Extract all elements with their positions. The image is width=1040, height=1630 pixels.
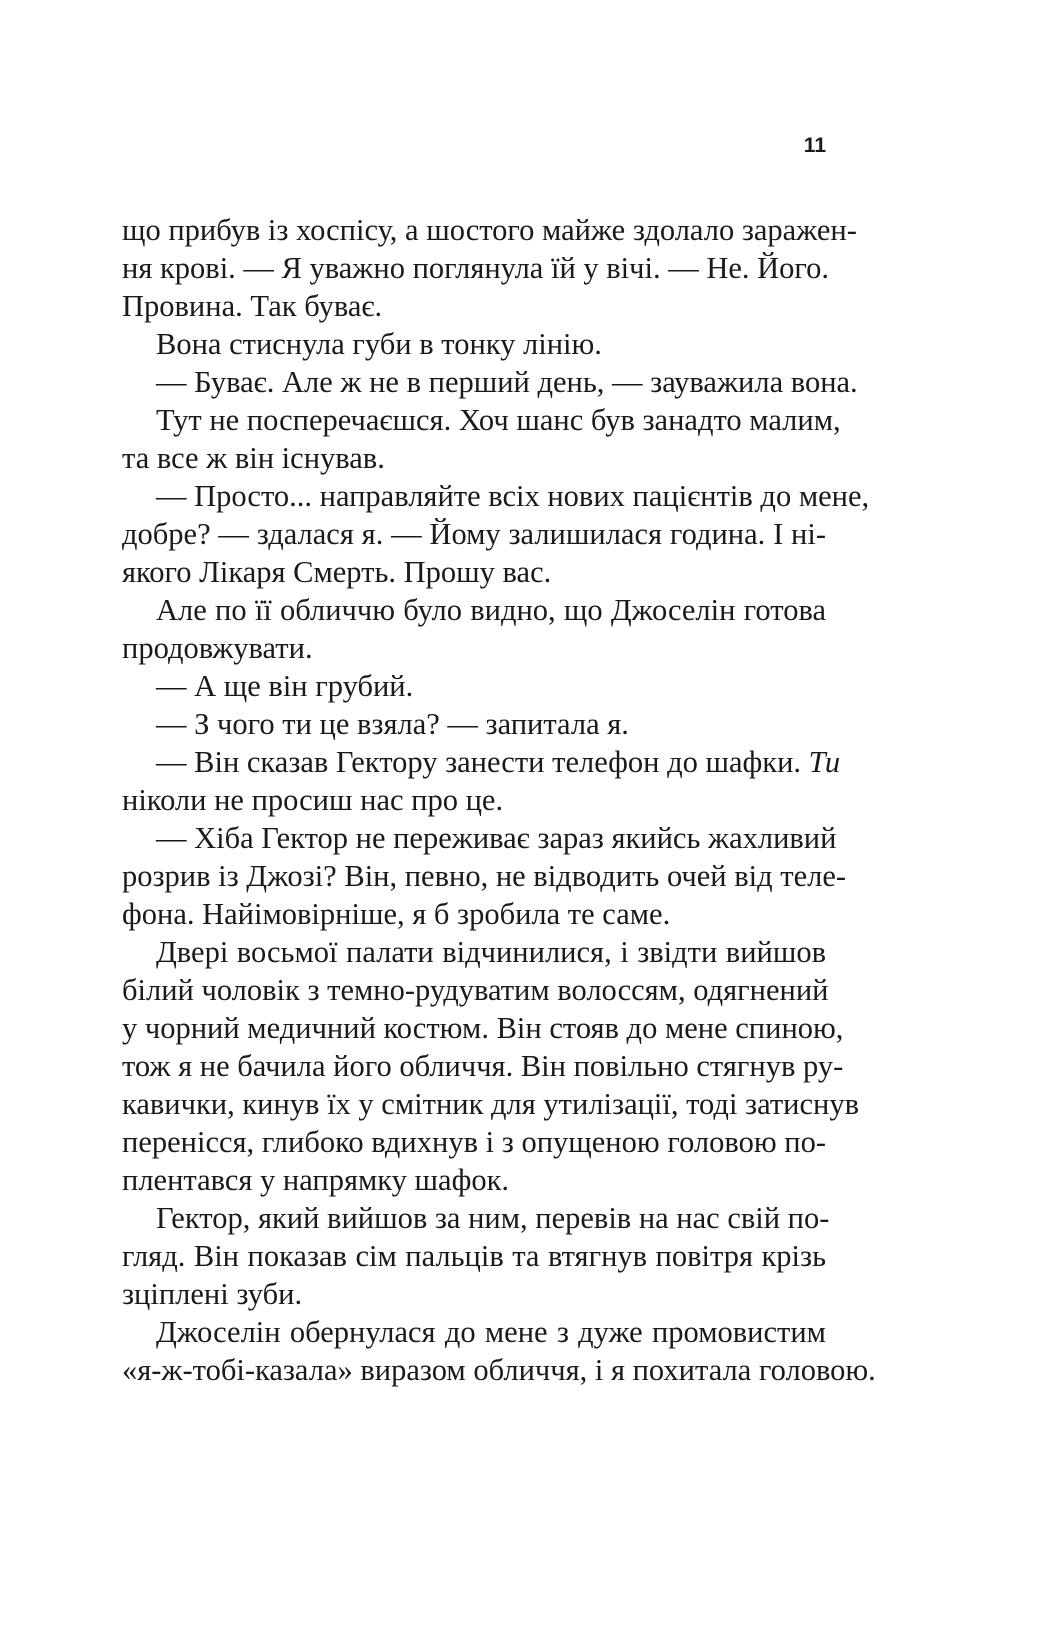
text-line-content: Джоселін обернулася до мене з дуже промовистим — [156, 1315, 826, 1349]
text-line-content: кавички, кинув їх у смітник для утилізації, тоді затиснув — [122, 1087, 860, 1121]
text-line-content: Але по її обличчю було видно, що Джоселін готова — [156, 593, 826, 627]
text-line — [122, 325, 826, 363]
text-line-content: Тут не посперечаєшся. Хоч шанс був занадто малим, — [156, 403, 841, 437]
text-line — [122, 819, 837, 857]
text-line — [122, 1199, 830, 1237]
text-line — [122, 211, 857, 249]
text-line — [122, 781, 826, 819]
text-line-content: тож я не бачила його обличчя. Він повільно стягнув ру- — [122, 1049, 844, 1083]
text-line — [122, 667, 826, 705]
text-line-content: ніколи не просиш нас про це. — [122, 783, 504, 817]
text-line — [122, 439, 826, 477]
text-line — [122, 1085, 860, 1123]
text-line — [122, 515, 826, 553]
text-line — [122, 363, 858, 401]
text-line-content: — З чого ти це взяла? — запитала я. — [156, 707, 629, 741]
text-line — [122, 1313, 826, 1351]
text-line — [122, 743, 841, 781]
text-line-content: якого Лікаря Смерть. Прошу вас. — [122, 555, 552, 589]
text-line-content: добре? — здалася я. — Йому залишилася година. І ні- — [122, 517, 826, 551]
page-number: 11 — [803, 134, 826, 157]
text-line — [122, 857, 847, 895]
text-line — [122, 287, 826, 325]
text-line-content: — Просто... направляйте всіх нових пацієнтів до мене, — [156, 479, 870, 513]
text-line — [122, 705, 826, 743]
text-line-content: продовжувати. — [122, 631, 313, 665]
text-line-content: білий чоловік з темно-рудуватим волоссям, одягнений — [122, 973, 829, 1007]
text-line — [122, 629, 826, 667]
text-line-content: Провина. Так буває. — [122, 289, 383, 323]
text-line — [122, 933, 826, 971]
text-line — [122, 553, 826, 591]
text-line-content: — А ще він грубий. — [156, 669, 414, 703]
text-line — [122, 591, 826, 629]
text-line-content: у чорний медичний костюм. Він стояв до мене спиною, — [122, 1011, 844, 1045]
text-line-content: Вона стиснула губи в тонку лінію. — [156, 327, 602, 361]
text-line-content: зціплені зуби. — [122, 1277, 303, 1311]
text-line — [122, 477, 870, 515]
text-line — [122, 1123, 826, 1161]
text-line — [122, 971, 829, 1009]
text-line — [122, 249, 830, 287]
text-line-content: «я-ж-тобі-казала» виразом обличчя, і я похитала головою. — [122, 1353, 876, 1387]
text-line-content: що прибув із хоспісу, а шостого майже здолало заражен- — [122, 213, 857, 247]
text-line-content: Двері восьмої палати відчинилися, і звідти вийшов — [156, 935, 826, 969]
text-line — [122, 1275, 826, 1313]
text-line-content: розрив із Джозі? Він, певно, не відводить очей від теле- — [122, 859, 847, 893]
text-line-content: перенісся, глибоко вдихнув і з опущеною головою по- — [122, 1125, 826, 1159]
text-line-content: ня крові. — Я уважно поглянула їй у вічі. — Не. Його. — [122, 251, 830, 285]
italic-word: Ти — [808, 745, 841, 779]
text-line-content: фона. Найімовірніше, я б зробила те саме. — [122, 897, 671, 931]
text-line-content: — Він сказав Гектору занести телефон до шафки. — [156, 745, 802, 779]
text-line — [122, 1009, 844, 1047]
text-line-content: гляд. Він показав сім пальців та втягнув повітря крізь — [122, 1239, 826, 1273]
text-line — [122, 1237, 826, 1275]
text-line-content: Гектор, який вийшов за ним, перевів на нас свій по- — [156, 1201, 830, 1235]
body-text — [122, 211, 876, 1389]
text-line-content: — Хіба Гектор не переживає зараз якийсь жахливий — [156, 821, 837, 855]
text-line — [122, 895, 826, 933]
text-line — [122, 401, 841, 439]
text-line-content: та все ж він існував. — [122, 441, 385, 475]
text-line-content: плентався у напрямку шафок. — [122, 1163, 510, 1197]
text-line — [122, 1047, 844, 1085]
text-line-content: — Буває. Але ж не в перший день, — зауважила вона. — [156, 365, 858, 399]
text-line — [122, 1161, 826, 1199]
text-line — [122, 1351, 876, 1389]
